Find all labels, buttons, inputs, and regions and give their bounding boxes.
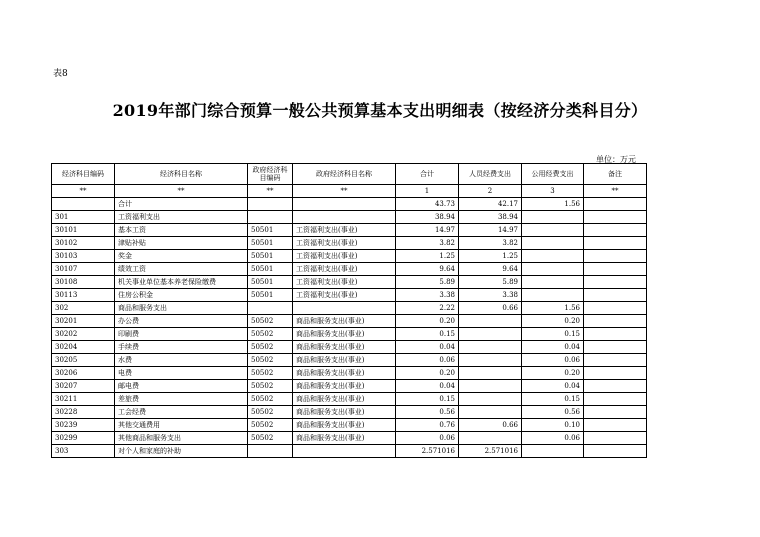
table-row [52,380,647,393]
table-row [52,445,647,458]
code-cell: 30101 [52,224,115,237]
name-cell: 商品和服务支出 [115,302,248,315]
total-cell: 2.571016 [396,445,459,458]
note-cell [584,445,647,458]
total-cell: 3.38 [396,289,459,302]
name-cell: 印刷费 [115,328,248,341]
table-row [52,315,647,328]
personnel-cell [459,406,522,419]
personnel-cell: 5.89 [459,276,522,289]
personnel-cell: 0.66 [459,302,522,315]
gov-code-cell [248,211,293,224]
index-cell: ** [52,185,115,198]
gov-name-cell: 商品和服务支出(事业) [293,341,396,354]
personnel-cell [459,341,522,354]
gov-code-cell [248,445,293,458]
index-cell: 1 [396,185,459,198]
gov-name-cell [293,211,396,224]
public-cell: 1.56 [522,302,584,315]
public-cell: 0.06 [522,432,584,445]
table-row [52,211,647,224]
total-cell: 0.15 [396,328,459,341]
note-cell [584,289,647,302]
gov-name-cell: 商品和服务支出(事业) [293,406,396,419]
index-cell: ** [293,185,396,198]
code-cell: 30299 [52,432,115,445]
table-row [52,198,647,211]
personnel-cell: 38.94 [459,211,522,224]
note-cell [584,237,647,250]
table-row [52,341,647,354]
gov-name-cell: 商品和服务支出(事业) [293,367,396,380]
total-cell: 0.04 [396,380,459,393]
gov-name-cell [293,198,396,211]
header-row [52,164,647,185]
personnel-cell [459,354,522,367]
gov-name-cell [293,445,396,458]
gov-name-cell: 工资福利支出(事业) [293,250,396,263]
gov-name-cell: 商品和服务支出(事业) [293,393,396,406]
public-cell: 0.06 [522,354,584,367]
public-cell [522,276,584,289]
note-cell [584,276,647,289]
table-row [52,276,647,289]
name-cell: 绩效工资 [115,263,248,276]
gov-name-cell: 商品和服务支出(事业) [293,380,396,393]
name-cell: 水费 [115,354,248,367]
note-cell [584,328,647,341]
public-cell: 1.56 [522,198,584,211]
note-cell [584,406,647,419]
table-row [52,432,647,445]
public-cell [522,250,584,263]
public-cell: 0.20 [522,367,584,380]
personnel-cell [459,432,522,445]
note-cell [584,211,647,224]
gov-name-cell: 工资福利支出(事业) [293,237,396,250]
gov-code-cell: 50502 [248,367,293,380]
public-cell [522,289,584,302]
column-index-row [52,185,647,198]
code-cell: 30204 [52,341,115,354]
name-cell: 工会经费 [115,406,248,419]
gov-code-cell: 50501 [248,263,293,276]
name-cell: 邮电费 [115,380,248,393]
code-cell: 303 [52,445,115,458]
note-cell [584,393,647,406]
gov-code-cell: 50502 [248,354,293,367]
note-cell [584,432,647,445]
code-cell: 301 [52,211,115,224]
gov-code-cell: 50501 [248,237,293,250]
gov-code-cell: 50502 [248,380,293,393]
total-cell: 0.15 [396,393,459,406]
table-row [52,354,647,367]
personnel-cell: 3.38 [459,289,522,302]
budget-table [51,163,647,458]
index-cell: ** [584,185,647,198]
header-cell: 政府经济科目编码 [248,164,293,185]
gov-code-cell [248,302,293,315]
table-row [52,302,647,315]
note-cell [584,354,647,367]
code-cell: 30239 [52,419,115,432]
gov-code-cell: 50502 [248,393,293,406]
gov-code-cell: 50501 [248,289,293,302]
code-cell: 30202 [52,328,115,341]
gov-code-cell: 50501 [248,250,293,263]
gov-name-cell: 商品和服务支出(事业) [293,419,396,432]
public-cell [522,211,584,224]
note-cell [584,302,647,315]
code-cell: 30102 [52,237,115,250]
public-cell: 0.04 [522,341,584,354]
public-cell: 0.20 [522,315,584,328]
code-cell: 30205 [52,354,115,367]
gov-code-cell: 50502 [248,341,293,354]
personnel-cell: 42.17 [459,198,522,211]
name-cell: 其他交通费用 [115,419,248,432]
header-cell: 经济科目编码 [52,164,115,185]
total-cell: 0.04 [396,341,459,354]
personnel-cell [459,393,522,406]
name-cell: 奖金 [115,250,248,263]
personnel-cell [459,380,522,393]
gov-name-cell: 工资福利支出(事业) [293,289,396,302]
note-cell [584,250,647,263]
note-cell [584,315,647,328]
note-cell [584,367,647,380]
index-cell: ** [248,185,293,198]
code-cell: 302 [52,302,115,315]
name-cell: 住房公积金 [115,289,248,302]
public-cell: 0.04 [522,380,584,393]
code-cell: 30201 [52,315,115,328]
page-title: 2019年部门综合预算一般公共预算基本支出明细表（按经济分类科目分） [112,101,648,120]
code-cell: 30207 [52,380,115,393]
name-cell: 机关事业单位基本养老保险缴费 [115,276,248,289]
header-cell: 公用经费支出 [522,164,584,185]
table-row [52,393,647,406]
personnel-cell [459,315,522,328]
gov-name-cell: 工资福利支出(事业) [293,276,396,289]
gov-name-cell: 工资福利支出(事业) [293,263,396,276]
table-row [52,367,647,380]
sheet-label: 表8 [53,69,68,79]
name-cell: 合计 [115,198,248,211]
total-cell: 1.25 [396,250,459,263]
name-cell: 其他商品和服务支出 [115,432,248,445]
table-row [52,250,647,263]
personnel-cell: 3.82 [459,237,522,250]
gov-name-cell: 商品和服务支出(事业) [293,432,396,445]
note-cell [584,341,647,354]
personnel-cell [459,328,522,341]
code-cell: 30103 [52,250,115,263]
gov-code-cell [248,198,293,211]
total-cell: 5.89 [396,276,459,289]
table-row [52,419,647,432]
public-cell [522,445,584,458]
gov-code-cell: 50502 [248,432,293,445]
personnel-cell [459,367,522,380]
note-cell [584,380,647,393]
note-cell [584,419,647,432]
unit-label: 单位：万元 [596,155,636,164]
index-cell: 3 [522,185,584,198]
gov-code-cell: 50501 [248,224,293,237]
total-cell: 38.94 [396,211,459,224]
note-cell [584,263,647,276]
public-cell [522,263,584,276]
gov-code-cell: 50501 [248,276,293,289]
name-cell: 基本工资 [115,224,248,237]
gov-name-cell: 商品和服务支出(事业) [293,328,396,341]
gov-name-cell: 商品和服务支出(事业) [293,315,396,328]
code-cell: 30107 [52,263,115,276]
header-cell: 政府经济科目名称 [293,164,396,185]
name-cell: 办公费 [115,315,248,328]
table-row [52,328,647,341]
total-cell: 14.97 [396,224,459,237]
total-cell: 3.82 [396,237,459,250]
total-cell: 0.76 [396,419,459,432]
total-cell: 0.20 [396,315,459,328]
personnel-cell: 9.64 [459,263,522,276]
total-cell: 43.73 [396,198,459,211]
table-row [52,263,647,276]
total-cell: 0.06 [396,432,459,445]
gov-code-cell: 50502 [248,315,293,328]
index-cell: ** [115,185,248,198]
public-cell: 0.15 [522,328,584,341]
header-cell: 人员经费支出 [459,164,522,185]
header-cell: 合计 [396,164,459,185]
personnel-cell: 0.66 [459,419,522,432]
name-cell: 电费 [115,367,248,380]
total-cell: 9.64 [396,263,459,276]
total-cell: 0.06 [396,354,459,367]
header-cell: 经济科目名称 [115,164,248,185]
public-cell [522,224,584,237]
name-cell: 手续费 [115,341,248,354]
personnel-cell: 2.571016 [459,445,522,458]
total-cell: 0.20 [396,367,459,380]
gov-name-cell: 工资福利支出(事业) [293,224,396,237]
header-cell: 备注 [584,164,647,185]
name-cell: 工资福利支出 [115,211,248,224]
name-cell: 差旅费 [115,393,248,406]
total-cell: 0.56 [396,406,459,419]
code-cell [52,198,115,211]
gov-name-cell: 商品和服务支出(事业) [293,354,396,367]
code-cell: 30228 [52,406,115,419]
note-cell [584,224,647,237]
code-cell: 30113 [52,289,115,302]
table-row [52,224,647,237]
name-cell: 津贴补贴 [115,237,248,250]
code-cell: 30211 [52,393,115,406]
name-cell: 对个人和家庭的补助 [115,445,248,458]
gov-code-cell: 50502 [248,328,293,341]
public-cell [522,237,584,250]
public-cell: 0.15 [522,393,584,406]
code-cell: 30108 [52,276,115,289]
index-cell: 2 [459,185,522,198]
note-cell [584,198,647,211]
code-cell: 30206 [52,367,115,380]
gov-code-cell: 50502 [248,406,293,419]
table-row [52,237,647,250]
personnel-cell: 1.25 [459,250,522,263]
gov-name-cell [293,302,396,315]
total-cell: 2.22 [396,302,459,315]
table-row [52,406,647,419]
table-row [52,289,647,302]
public-cell: 0.10 [522,419,584,432]
personnel-cell: 14.97 [459,224,522,237]
public-cell: 0.56 [522,406,584,419]
gov-code-cell: 50502 [248,419,293,432]
